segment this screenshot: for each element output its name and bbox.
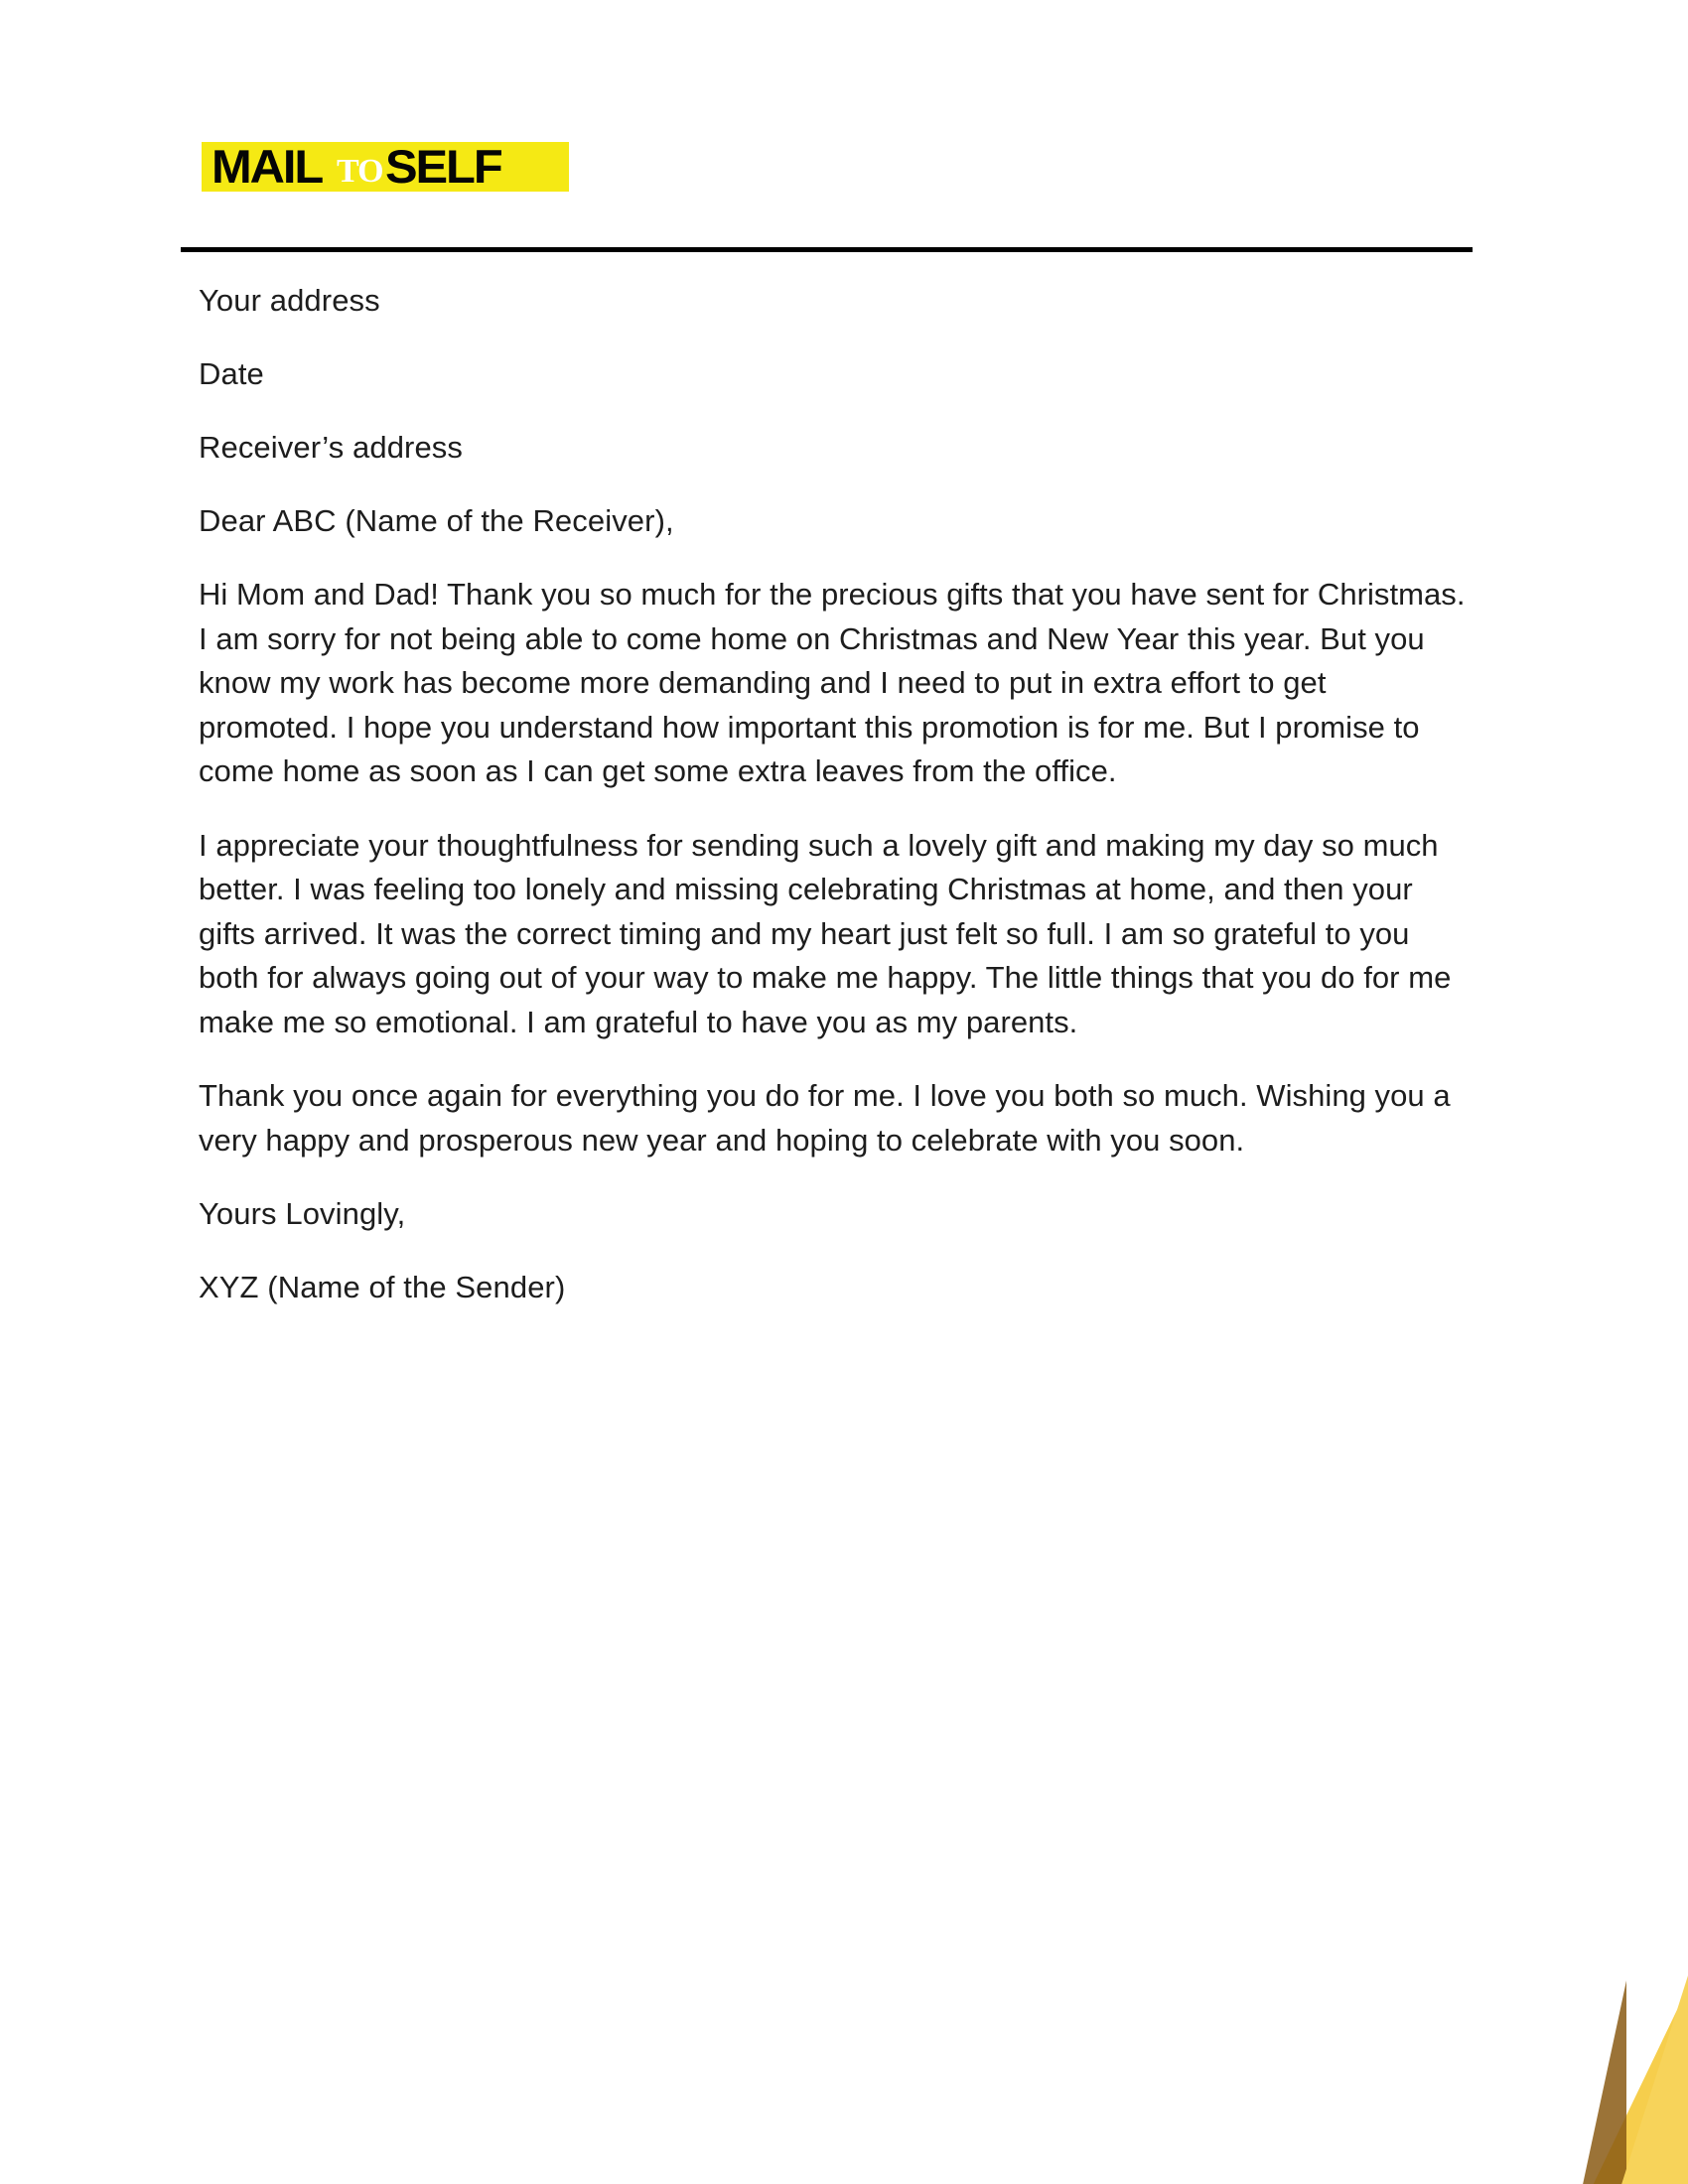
signature-line: XYZ (Name of the Sender)	[199, 1270, 566, 1304]
sender-address-line: Your address	[199, 283, 380, 318]
body-paragraph-2: I appreciate your thoughtfulness for sending such a lovely gift and making my day so much better. I was feeling too lonely and missing celebrating Christmas at home, and then your gifts arrived. It was the correct timing and my heart just felt so full. I am so grateful to you both for always going out of your way to make me happy. The little things that you do for me make me so emotional. I am grateful to have you as my parents.	[199, 827, 1452, 1039]
wedge-shape-shadow	[1581, 1980, 1626, 2184]
logo-text-to: TO	[337, 153, 383, 190]
receiver-address-line: Receiver’s address	[199, 430, 463, 465]
logo-text-mail: MAIL	[211, 140, 323, 193]
salutation-line: Dear ABC (Name of the Receiver),	[199, 503, 674, 538]
wedge-shape-inner	[1618, 1976, 1688, 2184]
header-divider	[181, 247, 1473, 252]
logo-text-self: SELF	[385, 140, 501, 193]
body-paragraph-1: Hi Mom and Dad! Thank you so much for the precious gifts that you have sent for Christmas. I am sorry for not being able to come home on Christmas and New Year this year. But you know my work has become more demanding and I need to put in extra effort to get promoted. I hope you understand how important this promotion is for me. But I promise to come home as soon as I can get some extra leaves from the office.	[199, 577, 1466, 788]
letter-body	[199, 279, 1473, 1339]
mail-to-self-logo	[202, 142, 569, 192]
corner-wedge-decoration	[1509, 1916, 1688, 2184]
document-header	[202, 142, 1473, 197]
closing-line: Yours Lovingly,	[199, 1196, 406, 1231]
body-paragraph-3: Thank you once again for everything you do for me. I love you both so much. Wishing you a very happy and prosperous new year and hoping to celebrate with you soon.	[199, 1078, 1451, 1158]
date-line: Date	[199, 356, 264, 391]
wedge-shape-outer	[1589, 1946, 1688, 2184]
